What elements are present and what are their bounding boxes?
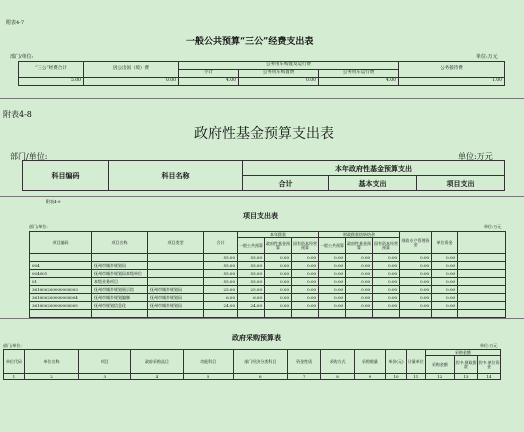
- amount-cell: 0.00: [265, 294, 292, 302]
- amount-cell: 0.00: [319, 254, 346, 262]
- blank-cell: [458, 262, 506, 270]
- header-name: 项目名称: [92, 232, 148, 254]
- project-type-cell: 抚州市城乡规划局: [148, 302, 204, 310]
- amount-cell: 55.00: [238, 254, 265, 262]
- amount-cell: 0.00: [319, 278, 346, 286]
- section-government-fund: [0, 100, 524, 196]
- header-unit-code: 单位代码: [4, 350, 25, 374]
- amount-cell: 0.00: [373, 286, 400, 294]
- header-total: 合计: [243, 176, 329, 191]
- column-number: 11: [406, 374, 425, 380]
- project-name-cell: 抚州市城乡规划局: [92, 262, 148, 270]
- blank-cell: [458, 232, 506, 254]
- amount-cell: 0.00: [265, 270, 292, 278]
- header-fund-budget: 政府性基金预算: [346, 238, 373, 254]
- amount-cell: 0.00: [400, 286, 432, 294]
- amount-cell: 0.00: [432, 286, 458, 294]
- column-number: 3: [79, 374, 131, 380]
- header-code: 科目编码: [23, 161, 109, 191]
- amount-cell: 0.00: [346, 262, 373, 270]
- amount-cell: 0.00: [373, 262, 400, 270]
- header-amount-group: 采购金额: [425, 350, 500, 356]
- header-unit-fund: 单位资金: [432, 232, 458, 254]
- amount-cell: 0.00: [373, 254, 400, 262]
- header-fund-nature: 资金性质: [287, 350, 320, 374]
- amount-cell: 0.00: [265, 286, 292, 294]
- project-code-cell: 361000200000000004: [30, 294, 92, 302]
- project-type-cell: 抚州市城乡规划局: [148, 286, 204, 294]
- project-code-cell: 361000200000000005: [30, 302, 92, 310]
- project-type-cell: [148, 278, 204, 286]
- blank-cell: [148, 310, 204, 318]
- header-general-budget: 一般公共预算: [319, 238, 346, 254]
- header-project: 项目: [79, 350, 131, 374]
- header-purchase: 公务用车购置费: [239, 70, 319, 78]
- table-cell: 1.00: [399, 78, 505, 86]
- section-procurement: [0, 320, 524, 432]
- project-type-cell: [148, 254, 204, 262]
- annex-label: 附表4-7: [6, 20, 25, 26]
- amount-cell: 0.00: [319, 286, 346, 294]
- blank-cell: [432, 310, 458, 318]
- header-state-capital: 国有资本经营预算: [292, 238, 319, 254]
- project-type-cell: [148, 270, 204, 278]
- amount-cell: 0.00: [432, 262, 458, 270]
- amount-cell: 0.00: [400, 270, 432, 278]
- table-row: [30, 254, 506, 262]
- header-method: 采购方式: [321, 350, 354, 374]
- amount-cell: 0.00: [432, 270, 458, 278]
- amount-cell: 0.00: [432, 278, 458, 286]
- project-table: [29, 231, 506, 318]
- amount-cell: 55.00: [204, 254, 238, 262]
- column-number: 4: [131, 374, 183, 380]
- sheet-divider: [0, 196, 524, 197]
- annex-label: 附表4-8: [3, 110, 32, 119]
- header-total: 合计: [204, 232, 238, 254]
- header-type: 项目类型: [148, 232, 204, 254]
- project-code-cell: 004001: [30, 270, 92, 278]
- amount-cell: 55.00: [204, 262, 238, 270]
- amount-cell: 0.00: [319, 302, 346, 310]
- blank-cell: [319, 310, 346, 318]
- amount-cell: 0.00: [265, 254, 292, 262]
- header-quantity: 采购数量: [354, 350, 385, 374]
- column-number: 8: [321, 374, 354, 380]
- amount-cell: 55.00: [238, 270, 265, 278]
- section-project-expenditure: [0, 198, 524, 318]
- header-carryover: 财政拨款结转结余: [319, 232, 400, 238]
- amount-cell: 6.00: [238, 294, 265, 302]
- blank-cell: [458, 254, 506, 262]
- blank-cell: [458, 286, 506, 294]
- sheet-title: 政府采购预算表: [232, 333, 281, 342]
- blank-cell: [458, 278, 506, 286]
- blank-cell: [346, 310, 373, 318]
- table-row: [30, 270, 506, 278]
- header-measure-unit: 计量单位: [406, 350, 425, 374]
- header-general-budget: 一般公共预算: [238, 238, 265, 254]
- amount-cell: 55.00: [204, 278, 238, 286]
- amount-cell: 0.00: [346, 270, 373, 278]
- blank-cell: [458, 310, 506, 318]
- header-item: 政府采购品目: [131, 350, 183, 374]
- table-row: [30, 294, 506, 302]
- table-row: [30, 278, 506, 286]
- amount-cell: 0.00: [319, 294, 346, 302]
- project-code-cell: 004: [30, 262, 92, 270]
- header-amount: 采购金额: [425, 356, 454, 374]
- sheet-divider: [0, 98, 524, 99]
- header-state-capital: 国有资本经营预算: [373, 238, 400, 254]
- header-fund-budget: 政府性基金预算: [265, 238, 292, 254]
- project-name-cell: 抚州市城乡规划编制: [92, 294, 148, 302]
- column-number: 13: [454, 374, 477, 380]
- amount-cell: 0.00: [400, 278, 432, 286]
- amount-cell: 24.00: [204, 302, 238, 310]
- amount-cell: 0.00: [373, 302, 400, 310]
- header-total: “三公”经费合计: [19, 62, 84, 78]
- table-cell: 0.00: [239, 78, 319, 86]
- amount-cell: 0.00: [432, 254, 458, 262]
- table-cell: 4.00: [179, 78, 239, 86]
- amount-cell: 0.00: [319, 270, 346, 278]
- column-number: 10: [386, 374, 407, 380]
- amount-cell: 0.00: [292, 270, 319, 278]
- unit-label: 单位:万元: [476, 54, 498, 60]
- blank-cell: [458, 270, 506, 278]
- blank-cell: [265, 310, 292, 318]
- column-number: 14: [477, 374, 500, 380]
- header-abroad: 因公出国（境）费: [84, 62, 179, 78]
- dept-label: 部门/单位:: [10, 152, 48, 161]
- amount-cell: 0.00: [346, 254, 373, 262]
- annex-label: 附表4-9: [46, 199, 61, 204]
- three-public-table: [18, 61, 505, 86]
- header-econ-class: 部门经济分类科目: [233, 350, 287, 374]
- amount-cell: 0.00: [292, 294, 319, 302]
- table-row: [30, 302, 506, 310]
- dept-label: 部门/单位:: [10, 54, 34, 60]
- amount-cell: 0.00: [292, 262, 319, 270]
- amount-cell: 0.00: [373, 270, 400, 278]
- amount-cell: 0.00: [319, 262, 346, 270]
- blank-cell: [30, 310, 92, 318]
- header-vehicle-group: 公务用车购置及运行费: [179, 62, 399, 70]
- column-number: 6: [233, 374, 287, 380]
- project-code-cell: 361000200000000003: [30, 286, 92, 294]
- amount-cell: 24.00: [238, 302, 265, 310]
- project-type-cell: [148, 262, 204, 270]
- table-row: [30, 310, 506, 318]
- blank-cell: [292, 310, 319, 318]
- header-special-account: 财政专户管理资金: [400, 232, 432, 254]
- amount-cell: 25.00: [204, 286, 238, 294]
- column-number: 9: [354, 374, 385, 380]
- table-cell: 4.00: [319, 78, 399, 86]
- amount-cell: 0.00: [373, 294, 400, 302]
- table-cell: 5.00: [19, 78, 84, 86]
- amount-cell: 0.00: [432, 294, 458, 302]
- header-name: 科目名称: [109, 161, 243, 191]
- table-row: [30, 262, 506, 270]
- blank-cell: [400, 310, 432, 318]
- column-number: 1: [4, 374, 25, 380]
- project-code-cell: 01: [30, 278, 92, 286]
- dept-label: 部门/单位:: [29, 224, 48, 229]
- amount-cell: 0.00: [265, 302, 292, 310]
- amount-cell: 0.00: [292, 278, 319, 286]
- amount-cell: 0.00: [346, 278, 373, 286]
- blank-cell: [238, 310, 265, 318]
- amount-cell: 55.00: [238, 262, 265, 270]
- amount-cell: 0.00: [265, 278, 292, 286]
- column-number: 12: [425, 374, 454, 380]
- column-number-row: [4, 374, 501, 380]
- section-three-public-expenses: [0, 0, 524, 96]
- amount-cell: 0.00: [292, 254, 319, 262]
- project-name-cell: [92, 254, 148, 262]
- dept-label: 部门/单位:: [3, 343, 22, 348]
- column-number: 2: [24, 374, 78, 380]
- header-basic: 基本支出: [329, 176, 417, 191]
- header-unit-fund: 其中:单位资金: [477, 356, 500, 374]
- header-unit-name: 单位名称: [24, 350, 78, 374]
- government-fund-table: [22, 160, 505, 191]
- blank-cell: [458, 294, 506, 302]
- amount-cell: 0.00: [400, 262, 432, 270]
- blank-cell: [92, 310, 148, 318]
- project-name-cell: 抚州市城乡规划展示馆: [92, 286, 148, 294]
- amount-cell: 55.00: [204, 270, 238, 278]
- amount-cell: 0.00: [292, 302, 319, 310]
- header-unit-price: 单价(元): [386, 350, 407, 374]
- amount-cell: 0.00: [346, 286, 373, 294]
- amount-cell: 0.00: [346, 302, 373, 310]
- procurement-table: [3, 349, 501, 380]
- amount-cell: 0.00: [432, 302, 458, 310]
- project-name-cell: 抚州市规划信息化: [92, 302, 148, 310]
- sheet-title: 政府性基金预算支出表: [194, 126, 334, 142]
- sheet-title: 项目支出表: [243, 211, 278, 220]
- column-number: 7: [287, 374, 320, 380]
- amount-cell: 0.00: [400, 302, 432, 310]
- amount-cell: 0.00: [400, 294, 432, 302]
- amount-cell: 0.00: [292, 286, 319, 294]
- amount-cell: 0.00: [346, 294, 373, 302]
- amount-cell: 0.00: [373, 278, 400, 286]
- header-running: 公务用车运行费: [319, 70, 399, 78]
- project-name-cell: 抚州市城乡规划局本级单位: [92, 270, 148, 278]
- header-group: 本年政府性基金预算支出: [243, 161, 505, 176]
- unit-label: 单位:万元: [480, 343, 498, 348]
- amount-cell: 55.00: [238, 278, 265, 286]
- amount-cell: 6.00: [204, 294, 238, 302]
- blank-cell: [458, 302, 506, 310]
- header-thisyear: 本年拨款: [238, 232, 319, 238]
- header-code: 项目编码: [30, 232, 92, 254]
- sheet-divider: [0, 318, 524, 319]
- header-fiscal: 其中:财政拨款: [454, 356, 477, 374]
- unit-label: 单位:万元: [484, 224, 502, 229]
- sheet-title: 一般公共预算“三公”经费支出表: [186, 37, 314, 47]
- header-function: 功能科目: [183, 350, 233, 374]
- amount-cell: 0.00: [400, 254, 432, 262]
- blank-cell: [204, 310, 238, 318]
- table-row: [30, 286, 506, 294]
- header-project: 项目支出: [417, 176, 505, 191]
- project-name-cell: 本级业务项目: [92, 278, 148, 286]
- project-type-cell: 抚州市城乡规划局: [148, 294, 204, 302]
- project-code-cell: [30, 254, 92, 262]
- unit-label: 单位:万元: [458, 152, 493, 161]
- amount-cell: 0.00: [265, 262, 292, 270]
- table-cell: 0.00: [84, 78, 179, 86]
- amount-cell: 25.00: [238, 286, 265, 294]
- header-reception: 公务接待费: [399, 62, 505, 78]
- header-subtotal: 小计: [179, 70, 239, 78]
- blank-cell: [373, 310, 400, 318]
- column-number: 5: [183, 374, 233, 380]
